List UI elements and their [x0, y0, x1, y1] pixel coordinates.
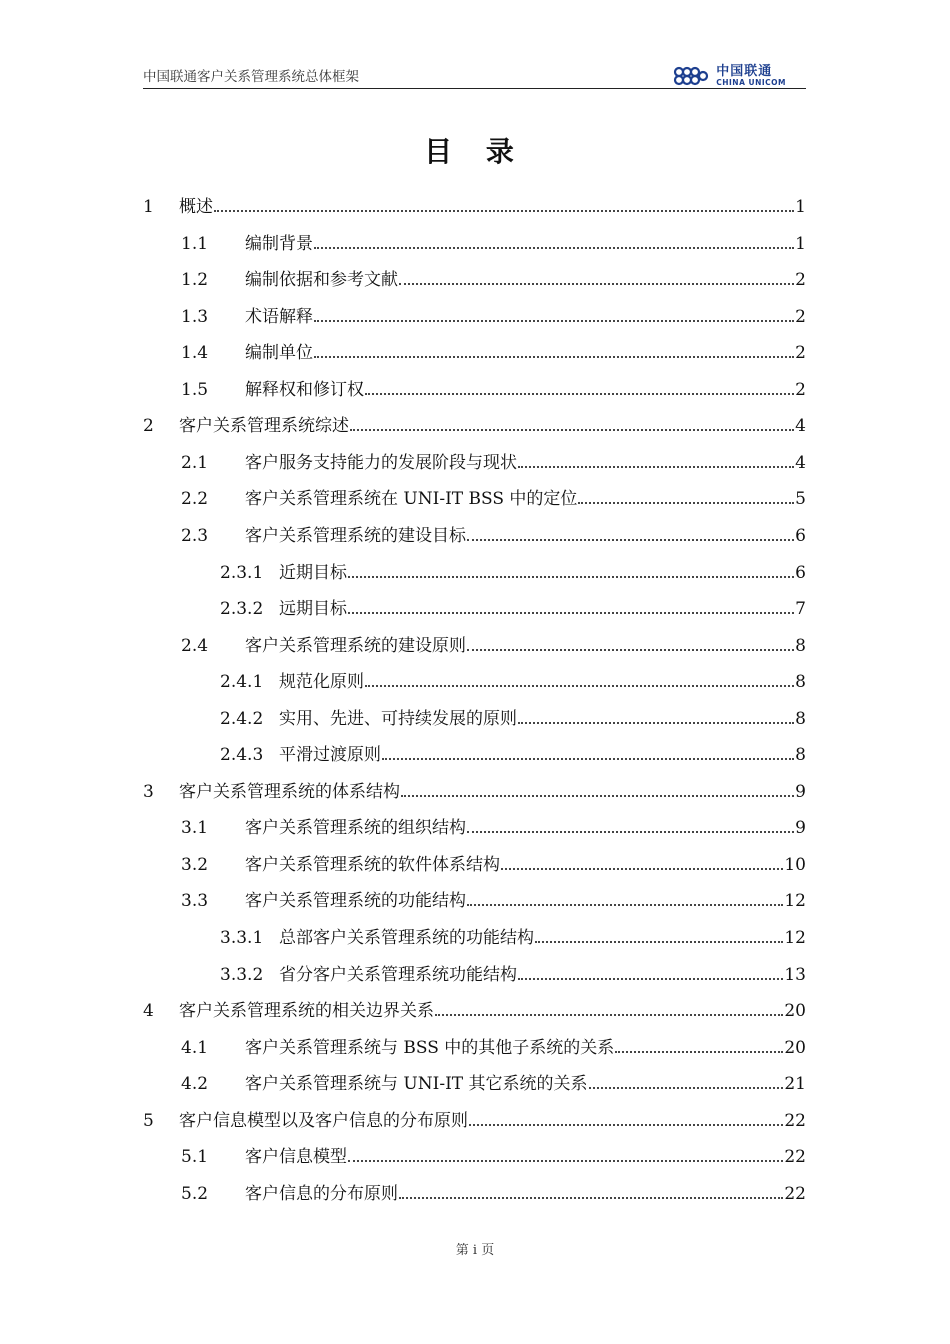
toc-dot-leader — [615, 1050, 783, 1053]
toc-entry-number: 3.2 — [181, 854, 209, 875]
toc-entry[interactable] — [143, 520, 806, 546]
toc-entry-page: 13 — [784, 964, 806, 985]
toc-dot-leader — [467, 648, 794, 651]
toc-entry-number: 3.3.2 — [220, 964, 264, 985]
toc-entry-number: 3.3.1 — [220, 928, 264, 948]
toc-entry-page: 22 — [784, 1147, 806, 1168]
toc-entry-title: 总部客户关系管理系统的功能结构 — [279, 928, 534, 948]
toc-entry-number: 3.1 — [181, 818, 209, 839]
toc-entry-number: 2.2 — [181, 489, 209, 510]
toc-entry-number: 5.2 — [181, 1183, 209, 1204]
toc-entry-number: 2.4.1 — [220, 672, 264, 693]
toc-entry-page: 6 — [795, 525, 806, 546]
toc-entry-title: 客户信息的分布原则 — [245, 1183, 398, 1204]
toc-dot-leader — [467, 830, 794, 833]
toc-entry-page: 20 — [784, 1001, 806, 1022]
toc-dot-leader — [518, 465, 794, 468]
toc-entry[interactable] — [143, 1105, 806, 1131]
toc-entry-number: 4.1 — [181, 1037, 209, 1058]
toc-entry-page: 21 — [784, 1074, 806, 1095]
toc-entry-page: 5 — [795, 489, 806, 510]
page-footer: 第 i 页 — [455, 1243, 495, 1258]
toc-entry[interactable] — [143, 483, 806, 509]
toc-entry-page: 2 — [795, 306, 806, 327]
toc-dot-leader — [469, 1123, 783, 1126]
toc-entry-title: 平滑过渡原则 — [279, 745, 381, 766]
toc-entry-page: 1 — [795, 233, 806, 254]
toc-entry-title: 概述 — [179, 197, 213, 217]
toc-entry-page: 2 — [795, 379, 806, 400]
toc-dot-leader — [314, 355, 794, 358]
unicom-knot-icon — [672, 66, 712, 86]
toc-entry-title: 客户关系管理系统的建设目标 — [245, 525, 466, 546]
toc-dot-leader — [314, 319, 794, 322]
toc-entry[interactable] — [143, 922, 806, 948]
toc-entry-number: 1 — [143, 197, 154, 217]
toc-dot-leader — [399, 282, 794, 285]
toc-entry[interactable] — [143, 301, 806, 327]
toc-entry-title: 客户关系管理系统在 UNI-IT BSS 中的定位 — [245, 489, 578, 510]
toc-entry[interactable] — [143, 557, 806, 583]
toc-entry-number: 2.4.2 — [220, 708, 264, 729]
toc-entry-title: 客户关系管理系统综述 — [179, 416, 349, 437]
toc-entry[interactable] — [143, 959, 806, 985]
toc-entry[interactable] — [143, 447, 806, 473]
toc-entry-number: 1.4 — [181, 343, 209, 364]
toc-entry-title: 省分客户关系管理系统功能结构 — [279, 964, 517, 985]
toc-dot-leader — [401, 794, 794, 797]
toc-dot-leader — [518, 977, 783, 980]
toc-dot-leader — [214, 209, 794, 212]
toc-entry[interactable] — [143, 593, 806, 619]
toc-entry-title: 近期目标 — [279, 562, 347, 583]
toc-dot-leader — [348, 575, 794, 578]
toc-entry[interactable] — [143, 776, 806, 802]
toc-dot-leader — [365, 684, 794, 687]
toc-entry-page: 6 — [795, 562, 806, 583]
toc-entry-title: 客户关系管理系统与 BSS 中的其他子系统的关系 — [245, 1037, 615, 1058]
toc-entry[interactable] — [143, 849, 806, 875]
toc-dot-leader — [518, 721, 794, 724]
toc-entry-number: 3 — [143, 781, 154, 802]
toc-entry-title: 客户关系管理系统与 UNI-IT 其它系统的关系 — [245, 1074, 588, 1095]
toc-dot-leader — [435, 1013, 783, 1016]
toc-entry[interactable] — [143, 264, 806, 290]
toc-entry-number: 4.2 — [181, 1074, 209, 1095]
toc-entry[interactable] — [143, 812, 806, 838]
toc-entry-page: 4 — [795, 416, 806, 437]
toc-entry-number: 4 — [143, 1001, 154, 1022]
toc-entry-page: 20 — [784, 1037, 806, 1058]
toc-entry-title: 客户关系管理系统的建设原则 — [245, 635, 466, 656]
toc-dot-leader — [589, 1086, 784, 1089]
toc-entry-number: 2.4 — [181, 635, 209, 656]
toc-entry-title: 编制背景 — [245, 233, 313, 254]
toc-dot-leader — [467, 903, 783, 906]
toc-entry[interactable] — [143, 410, 806, 436]
toc-entry-title: 远期目标 — [279, 599, 347, 620]
toc-entry-title: 术语解释 — [245, 306, 313, 327]
toc-entry-page: 1 — [795, 197, 806, 217]
toc-entry-title: 客户服务支持能力的发展阶段与现状 — [245, 452, 517, 473]
toc-entry[interactable] — [143, 703, 806, 729]
toc-dot-leader — [501, 867, 783, 870]
toc-entry[interactable] — [143, 374, 806, 400]
toc-entry-page: 4 — [795, 452, 806, 473]
toc-dot-leader — [578, 501, 794, 504]
toc-entry-page: 2 — [795, 270, 806, 291]
toc-entry[interactable] — [143, 1032, 806, 1058]
toc-entry-title: 客户信息模型 — [245, 1147, 347, 1168]
china-unicom-logo — [672, 65, 786, 87]
toc-entry[interactable] — [143, 885, 806, 911]
toc-entry-page: 8 — [795, 745, 806, 766]
toc-entry[interactable] — [143, 1068, 806, 1094]
toc-entry-title: 解释权和修订权 — [245, 379, 364, 400]
toc-entry-number: 3.3 — [181, 891, 209, 912]
toc-entry-number: 2 — [143, 416, 154, 437]
toc-entry-number: 1.1 — [181, 233, 209, 254]
toc-entry-page: 10 — [784, 854, 806, 875]
toc-entry-title: 客户关系管理系统的功能结构 — [245, 891, 466, 912]
toc-entry-page: 9 — [795, 818, 806, 839]
toc-entry-title: 编制依据和参考文献 — [245, 270, 398, 291]
toc-entry[interactable] — [143, 1141, 806, 1167]
toc-entry-title: 客户信息模型以及客户信息的分布原则 — [179, 1110, 468, 1131]
toc-entry-title: 客户关系管理系统的组织结构 — [245, 818, 466, 839]
toc-entry-page: 8 — [795, 672, 806, 693]
toc-entry-number: 2.3.2 — [220, 599, 264, 620]
toc-entry-title: 编制单位 — [245, 343, 313, 364]
toc-dot-leader — [365, 392, 794, 395]
toc-entry-number: 5.1 — [181, 1147, 209, 1168]
toc-dot-leader — [382, 757, 794, 760]
toc-entry[interactable] — [143, 1178, 806, 1204]
logo-cn-text: 中国联通 — [716, 64, 773, 80]
toc-entry-number: 2.4.3 — [220, 745, 264, 766]
toc-entry[interactable] — [143, 337, 806, 363]
toc-entry[interactable] — [143, 666, 806, 692]
toc-dot-leader — [348, 611, 794, 614]
page-header — [143, 62, 806, 89]
toc-entry[interactable] — [143, 228, 806, 254]
toc-entry-title: 规范化原则 — [279, 672, 364, 693]
toc-entry-page: 8 — [795, 635, 806, 656]
toc-entry-number: 2.3 — [181, 525, 209, 546]
toc-dot-leader — [535, 940, 783, 943]
toc-dot-leader — [348, 1159, 783, 1162]
toc-entry-title: 客户关系管理系统的软件体系结构 — [245, 854, 500, 875]
toc-entry-title: 客户关系管理系统的相关边界关系 — [179, 1001, 434, 1022]
toc-dot-leader — [314, 246, 794, 249]
toc-entry-number: 1.3 — [181, 306, 209, 327]
toc-entry-number: 1.5 — [181, 379, 209, 400]
toc-entry-title: 实用、先进、可持续发展的原则 — [279, 708, 517, 729]
toc-entry-page: 22 — [784, 1110, 806, 1131]
toc-entry-page: 12 — [784, 928, 806, 948]
toc-dot-leader — [350, 428, 794, 431]
toc-entry-page: 9 — [795, 781, 806, 802]
toc-entry[interactable] — [143, 191, 806, 217]
toc-entry-page: 7 — [795, 599, 806, 620]
header-title: 中国联通客户关系管理系统总体框架 — [143, 69, 359, 85]
toc-entry-page: 8 — [795, 708, 806, 729]
toc-entry-number: 5 — [143, 1110, 154, 1131]
toc-dot-leader — [467, 538, 794, 541]
toc-entry-page: 12 — [784, 891, 806, 912]
toc-title: 目 录 — [424, 135, 526, 168]
logo-en-text: CHINA UNICOM — [716, 78, 786, 88]
toc-entry-number: 1.2 — [181, 270, 209, 291]
toc-entry-number: 2.1 — [181, 452, 209, 473]
toc-entry-title: 客户关系管理系统的体系结构 — [179, 781, 400, 802]
toc-entry[interactable] — [143, 630, 806, 656]
toc-entry[interactable] — [143, 995, 806, 1021]
toc-entry-page: 22 — [784, 1183, 806, 1204]
toc-entry-page: 2 — [795, 343, 806, 364]
toc-dot-leader — [399, 1196, 783, 1199]
toc-entry-number: 2.3.1 — [220, 562, 264, 583]
toc-entry[interactable] — [143, 739, 806, 765]
